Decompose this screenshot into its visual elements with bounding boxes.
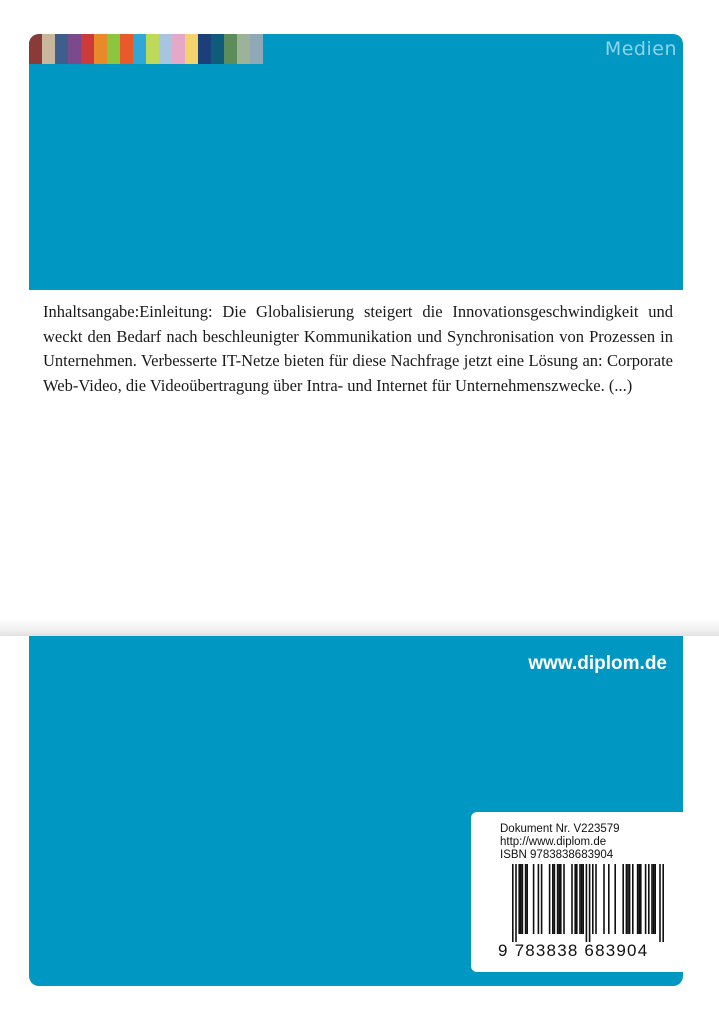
color-stripe <box>237 34 250 64</box>
color-stripe <box>198 34 211 64</box>
barcode-bar <box>632 864 634 934</box>
series-label: Medien <box>604 38 677 60</box>
color-stripe <box>29 34 42 64</box>
barcode-bar <box>595 864 597 934</box>
barcode-bar <box>525 864 527 934</box>
barcode-bar <box>627 864 629 934</box>
color-stripe <box>120 34 133 64</box>
barcode-bar <box>654 864 656 934</box>
barcode-bar <box>512 864 514 942</box>
barcode-bar <box>638 864 640 934</box>
barcode-bar <box>648 864 650 934</box>
category-color-strip <box>29 34 263 64</box>
color-stripe <box>94 34 107 64</box>
color-stripe <box>133 34 146 64</box>
barcode-bar <box>581 864 583 934</box>
barcode-bar <box>576 864 578 934</box>
color-stripe <box>81 34 94 64</box>
page-fold-shadow <box>0 618 719 636</box>
barcode-bar <box>560 864 562 934</box>
barcode-bar <box>579 864 581 934</box>
barcode-icon <box>498 864 670 942</box>
barcode-bar <box>582 864 584 934</box>
barcode-bar <box>538 864 540 934</box>
color-stripe <box>55 34 68 64</box>
barcode-bar <box>586 864 588 942</box>
barcode-bar <box>571 864 573 934</box>
barcode-bar <box>603 864 605 934</box>
barcode-bar <box>520 864 522 934</box>
barcode-meta <box>500 823 620 862</box>
barcode-bar <box>662 864 664 942</box>
barcode-bar <box>552 864 554 934</box>
barcode-bar <box>659 864 661 942</box>
barcode-bar <box>645 864 647 934</box>
barcode-bar <box>518 864 520 934</box>
barcode-bar <box>526 864 528 934</box>
color-stripe <box>42 34 55 64</box>
publisher-website: http://www.diplom.de <box>500 836 607 848</box>
barcode-bar <box>651 864 653 934</box>
top-color-panel <box>29 34 683 290</box>
color-stripe <box>159 34 172 64</box>
barcode-bar <box>549 864 551 934</box>
barcode-bar <box>653 864 655 934</box>
book-blurb: Inhaltsangabe:Einleitung: Die Globalisierung steigert die Innovationsgeschwindigkeit und weckt den Bedarf nach beschleunigter Kommunikation und Synchronisation von Prozessen in Unternehmen. Verbesserte IT-Netze bieten für diese Nachfrage jetzt eine Lösung an: Corporate Web-Video, die Videoübertragung über Intra- und Internet für Unternehmenszwecke. (...) <box>43 302 673 395</box>
color-stripe <box>172 34 185 64</box>
color-stripe <box>250 34 263 64</box>
barcode-bar <box>614 864 616 934</box>
barcode-bar <box>640 864 642 934</box>
barcode-bar <box>629 864 631 934</box>
barcode-bar <box>608 864 610 934</box>
color-stripe <box>146 34 159 64</box>
barcode-bar <box>563 864 565 934</box>
color-stripe <box>107 34 120 64</box>
barcode-bar <box>558 864 560 934</box>
barcode-label <box>471 812 683 972</box>
barcode-bar <box>626 864 628 934</box>
barcode-bar <box>554 864 556 934</box>
publisher-url: www.diplom.de <box>528 653 667 674</box>
barcode-digits: 9 783838 683904 <box>498 941 649 960</box>
barcode-bar <box>637 864 639 934</box>
barcode-bar <box>515 864 517 942</box>
barcode-bar <box>589 864 591 942</box>
document-number: Dokument Nr. V223579 <box>500 823 620 835</box>
barcode-bar <box>522 864 524 934</box>
barcode-bar <box>557 864 559 934</box>
barcode-bar <box>574 864 576 934</box>
color-stripe <box>185 34 198 64</box>
barcode-bar <box>533 864 535 934</box>
color-stripe <box>68 34 81 64</box>
color-stripe <box>211 34 224 64</box>
barcode-bar <box>622 864 624 934</box>
barcode-bar <box>541 864 543 934</box>
barcode-bar <box>592 864 594 934</box>
color-stripe <box>224 34 237 64</box>
isbn-line: ISBN 9783838683904 <box>500 849 614 861</box>
